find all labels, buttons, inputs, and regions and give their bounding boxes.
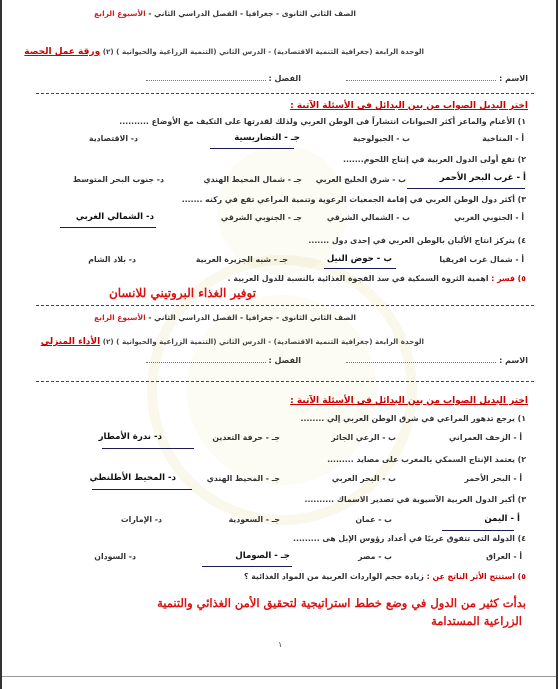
option-b[interactable]: ب - الرعي الجائر [331,433,396,442]
option-c[interactable]: جـ - حرفة التعدين [212,433,280,442]
question-4: ٤) يتركز انتاج الألبان بالوطن العربي في إحدى دول ....... [308,236,526,245]
q5-label: ٥) فسر : [491,274,526,283]
question-2: ٢) تقع أولى الدول العربية في إنتاج اللحوم....... [343,155,526,164]
top-class-field [146,72,301,83]
section-title: اختر البديل الصواب من بين البدائل فى الأسئلة الآتية : [290,396,528,406]
option-a-selected[interactable]: أ - اليمن [484,514,520,524]
question-5 [228,274,526,283]
divider-line [36,381,534,382]
option-d-selected[interactable]: د- الشمالي الغربي [75,212,154,222]
q5-text: زيادة حجم الواردات العربية من المواد الغذائية ؟ [243,572,424,581]
name-blank[interactable] [346,72,496,81]
question-4: ٤) الدولة التى تتفوق عربيًا في أعداد رؤوس الإبل هى ......... [293,534,526,543]
top-name-field [346,72,528,83]
divider-line [36,93,534,94]
bottom-border [2,676,556,677]
option-c[interactable]: جـ - السعودية [228,515,280,524]
option-b[interactable]: ب - مصر [358,552,392,561]
option-a[interactable]: أ - شمال غرب افريقيا [439,255,524,264]
top-unit-line [24,47,424,57]
answer-underline [407,188,525,189]
answer-underline [60,227,156,228]
unit-text: الوحدة الرابعة (جغرافية التنمية الاقتصادية) - الدرس الثاني (التنمية الزراعية والحيوانية ) (٢) [102,337,424,346]
q5-label: ٥) استنتج الأثر الناتج عن : [426,572,526,581]
option-c[interactable]: جـ - شمال المحيط الهندي [203,175,302,184]
class-label: الفصل : [268,356,301,365]
class-blank[interactable] [146,354,266,363]
option-c-selected[interactable]: جـ - الصومال [235,551,290,561]
handwritten-answer-line-1: بدأت كثير من الدول في وضع خطط استراتيجية لتحقيق الأمن الغذائي والتنمية [157,596,526,610]
header-text: الصف الثاني الثانوى - جغرافيا - الفصل الدراسي الثاني - [148,9,356,18]
bottom-class-field [146,354,301,365]
option-b[interactable]: ب - الشمالي الشرقي [326,213,410,222]
option-c-selected[interactable]: جـ - التضاريسية [234,133,300,143]
option-b[interactable]: ب - عمان [355,515,392,524]
option-a[interactable]: أ - العراق [486,552,522,561]
page-number: ١ [278,640,283,649]
bottom-name-field [346,354,528,365]
worksheet-tag: ورقة عمل الحصة [24,47,101,57]
name-blank[interactable] [346,354,496,363]
answer-underline [202,566,292,567]
option-a[interactable]: أ - البحر الأحمر [464,474,522,483]
option-d[interactable]: د- بلاد الشام [88,255,136,264]
answer-underline [324,268,396,269]
bottom-unit-line [41,337,424,347]
header-week: الأسبوع الرابع [94,9,146,18]
class-blank[interactable] [146,72,266,81]
option-a[interactable]: أ - المناخية [482,134,524,143]
option-a-selected[interactable]: أ - غرب البحر الأحمر [439,173,526,183]
unit-text: الوحدة الرابعة (جغرافية التنمية الاقتصادية) - الدرس الثاني (التنمية الزراعية والحيوانية ) (٢) [102,47,424,56]
option-a[interactable]: أ - الزحف العمراني [449,433,522,442]
option-c[interactable]: جـ - الجنوبي الشرقي [220,213,302,222]
class-label: الفصل : [268,74,301,83]
option-d[interactable]: د- الاقتصادية [89,134,138,143]
question-3: ٣) أكبر الدول العربية الآسيوية في تصدير الاسماك .......... [304,495,526,504]
question-5 [244,572,526,581]
question-3: ٣) أكثر دول الوطن العربي في إقامة الجمعيات الرعوية وتنمية المراعي تقع في ركنه ....... [181,195,526,204]
option-b[interactable]: ب - البحر العربي [331,474,396,483]
option-b[interactable]: ب - شرق الخليج العربي [315,175,406,184]
q5-text: اهمية الثروة السمكية في سد الفجوة الغذائية بالنسبة للدول العربية . [227,274,489,283]
option-c[interactable]: جـ - المحيط الهندي [206,474,280,483]
option-c[interactable]: جـ - شبه الجزيرة العربية [195,255,288,264]
header-text: الصف الثاني الثانوى - جغرافيا - الفصل الدراسي الثاني - [148,313,356,322]
question-2: ٢) يعتمد الإنتاج السمكي بالمغرب على مصايد ......... [327,455,526,464]
name-label: الاسم : [499,74,528,83]
bottom-header [94,313,356,322]
name-label: الاسم : [499,356,528,365]
answer-underline [92,489,192,490]
question-1: ١) يرجع تدهور المراعي في شرق الوطن العربي إلي ........ [300,414,526,423]
option-b-selected[interactable]: ب - حوض النيل [326,254,392,264]
handwritten-answer: توفير الغذاء البروتيني للانسان [108,286,256,300]
divider-line [36,305,534,306]
option-d[interactable]: د- جنوب البحر المتوسط [72,175,164,184]
option-d-selected[interactable]: د- ندرة الأمطار [98,432,162,442]
option-a[interactable]: أ - الجنوبي الغربي [454,213,524,222]
option-b[interactable]: ب - الجيولوجية [352,134,410,143]
answer-underline [210,148,294,149]
option-d-selected[interactable]: د- المحيط الأطلنطي [89,473,176,483]
top-header [94,9,356,18]
option-d[interactable]: د- الإمارات [120,515,162,524]
section-title: اختر البديل الصواب من بين البدائل فى الأسئلة الآتية : [290,101,528,111]
answer-underline [102,448,194,449]
handwritten-answer-line-2: الزراعية المستدامة [431,614,522,628]
homework-tag: الأداء المنزلي [40,337,101,347]
header-week: الأسبوع الرابع [94,313,146,322]
question-1: ١) الأغنام والماعز أكثر الحيوانات انتشاراً فى الوطن العربي ولذلك لقدرتها على التكيف مع الأوضاع .......... [119,117,526,126]
answer-underline [442,530,514,531]
option-d[interactable]: د- السودان [94,552,136,561]
